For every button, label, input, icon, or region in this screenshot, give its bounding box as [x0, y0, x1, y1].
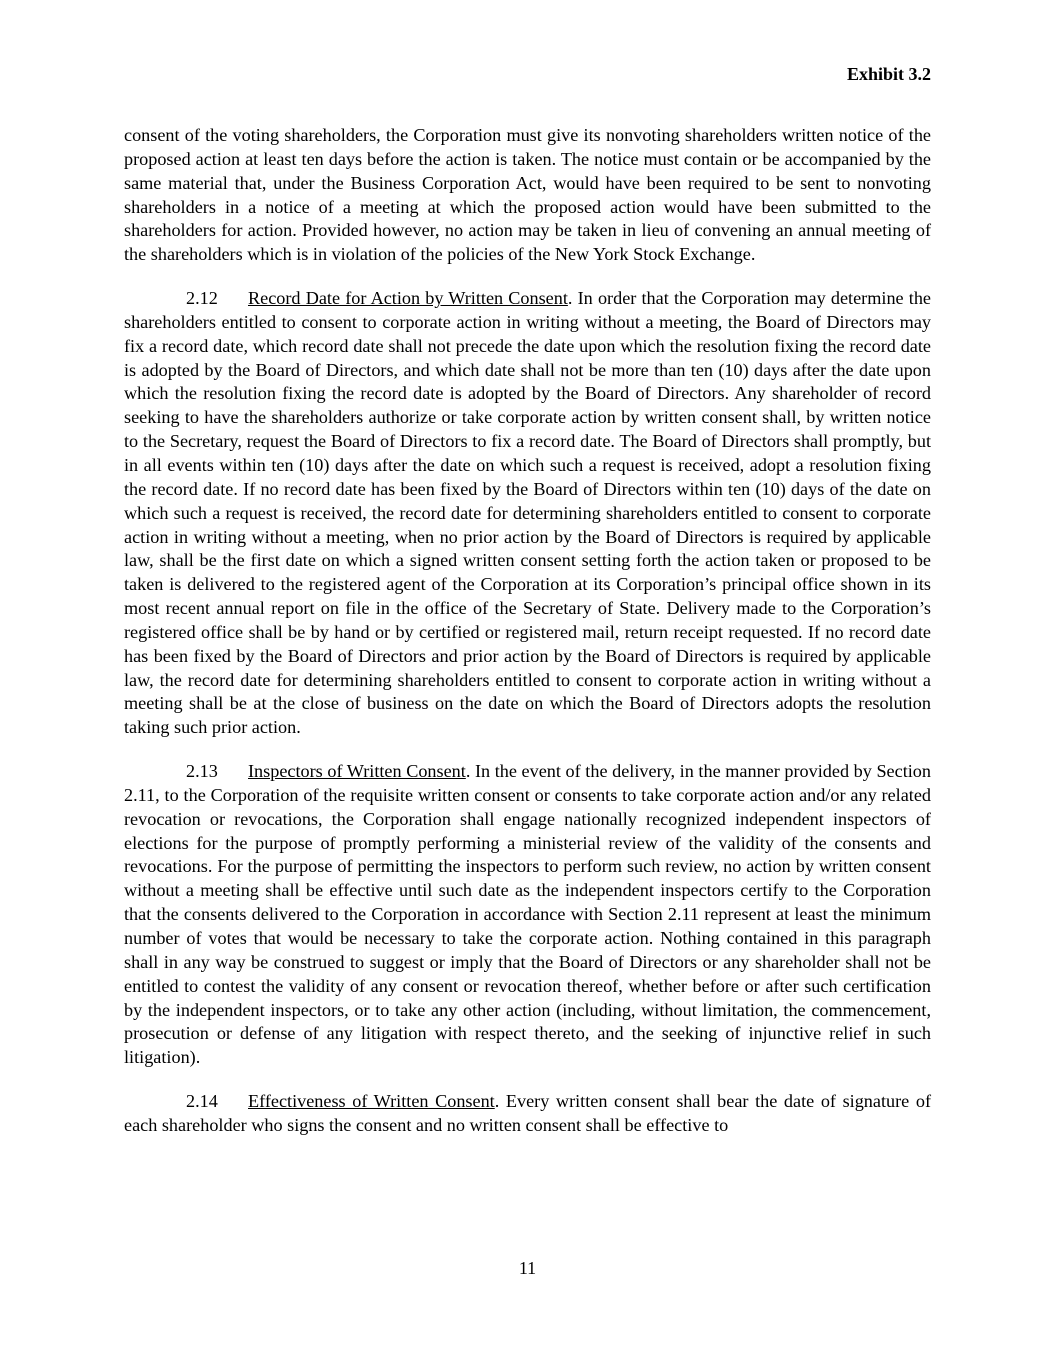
- section-text: . Every written consent shall bear the date of signature of each shareholder who signs the consent and no written consent shall be effective to: [124, 1091, 932, 1135]
- exhibit-label: Exhibit 3.2: [846, 64, 931, 84]
- section-number: 2.12: [186, 288, 218, 309]
- section-2-12: [124, 287, 931, 740]
- section-2-14: [124, 1090, 931, 1138]
- section-2-13: [124, 760, 931, 1070]
- section-text: . In order that the Corporation may determine the shareholders entitled to consent to corporate action in writing without a meeting, the Board of Directors may fix a record date, which record date shall not precede the date upon which the resolution fixing the record date is adopted by the Board of Directors, and which date shall not be more than ten (10) days after the date upon which the resolution fixing the record date is adopted by the Board of Directors. Any shareholder of record seeking to have the shareholders authorize or take corporate action by written consent shall, by written notice to the Secretary, request the Board of Directors to fix a record date. The Board of Directors shall promptly, but in all events within ten (10) days after the date on which such a request is received, adopt a resolution fixing the record date. If no record date has been fixed by the Board of Directors within ten (10) days of the date on which such a request is received, the record date for determining shareholders entitled to consent to corporate action in writing without a meeting, when no prior action by the Board of Directors is required by applicable law, shall be the first date on which a signed written consent setting forth the action taken or proposed to be taken is delivered to the registered agent of the Corporation at its Corporation’s principal office shown in its most recent annual report on file in the office of the Secretary of State. Delivery made to the Corporation’s registered office shall be by hand or by certified or registered mail, return receipt requested. If no record date has been fixed by the Board of Directors and prior action by the Board of Directors is required by applicable law, the record date for determining shareholders entitled to consent to corporate action in writing without a meeting shall be at the close of business on the date on which the Board of Directors adopts the resolution taking such prior action.: [124, 288, 931, 738]
- section-number: 2.14: [186, 1091, 218, 1112]
- page-number: 11: [518, 1258, 537, 1278]
- section-heading: Record Date for Action by Written Consent: [248, 288, 568, 309]
- section-text: . In the event of the delivery, in the manner provided by Section 2.11, to the Corporation of the requisite written consent or consents to take corporate action and/or any related revocation or revocations, the Corporation shall engage nationally recognized independent inspectors of elections for the purpose of promptly performing a ministerial review of the validity of the consents and revocations. For the purpose of permitting the inspectors to perform such review, no action by written consent without a meeting shall be effective until such date as the independent inspectors certify to the Corporation that the consents delivered to the Corporation in accordance with Section 2.11 represent at least the minimum number of votes that would be necessary to take the corporate action. Nothing contained in this paragraph shall in any way be construed to suggest or imply that the Board of Directors or any shareholder shall not be entitled to contest the validity of any consent or revocation thereof, whether before or after such certification by the independent inspectors, or to take any other action (including, without limitation, the commencement, prosecution or defense of any litigation with respect thereto, and the seeking of injunctive relief in such litigation).: [124, 761, 931, 1068]
- section-heading: Inspectors of Written Consent: [248, 761, 466, 782]
- section-heading: Effectiveness of Written Consent: [248, 1091, 495, 1112]
- section-number: 2.13: [186, 761, 218, 782]
- continuation-paragraph: consent of the voting shareholders, the Corporation must give its nonvoting shareholders written notice of the proposed action at least ten days before the action is taken. The notice must contain or be accompanied by the same material that, under the Business Corporation Act, would have been required to be sent to nonvoting shareholders in a notice of a meeting at which the proposed action would have been submitted to the shareholders for action. Provided however, no action may be taken in lieu of convening an annual meeting of the shareholders which is in violation of the policies of the New York Stock Exchange.: [124, 125, 931, 265]
- document-body: [124, 124, 931, 1158]
